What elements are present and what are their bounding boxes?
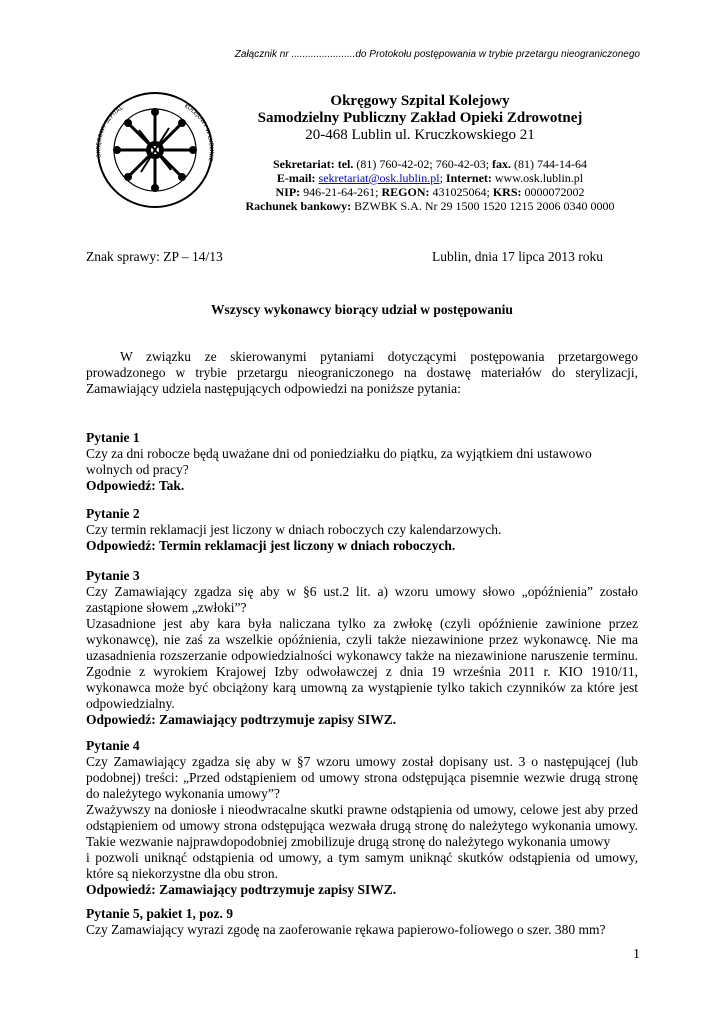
question-text: Czy za dni robocze będą uważane dni od poniedziałku do piątku, za wyjątkiem dni ustawowo wolnych od pracy?: [86, 446, 592, 477]
question-block: [86, 506, 638, 554]
bank-label: Rachunek bankowy:: [245, 199, 352, 213]
question-block: [86, 430, 638, 494]
organization-subtitle: Samodzielny Publiczny Zakład Opieki Zdrowotnej: [257, 110, 583, 126]
question-text: Czy Zamawiający zgadza się aby w §7 wzoru umowy został dopisany ust. 3 o następującej (lub podobnej) treści: „Przed odstąpieniem od umowy strona odstępująca pisemnie wezwie drugą stronę do należytego wykonania umowy”?: [86, 754, 638, 801]
question-title: Pytanie 2: [86, 506, 140, 521]
contact-bank-line: [225, 199, 635, 213]
hospital-seal-logo: [95, 90, 215, 210]
answer-text: Odpowiedź: Tak.: [86, 478, 185, 493]
seal-text-right: KOLEJOWY W LUBLINIE: [183, 103, 214, 162]
internet-label: Internet:: [445, 171, 492, 185]
intro-text: W związku ze skierowanymi pytaniami dotyczącymi postępowania przetargowego prowadzonego w trybie przetargu nieograniczonego na dostawę materiałów do sterylizacji, Zamawiający udziela następujących odpowiedzi na poniższe pytania:: [86, 349, 638, 396]
page-number: 1: [633, 947, 640, 962]
answer-text: Odpowiedź: Zamawiający podtrzymuje zapisy SIWZ.: [86, 712, 397, 727]
annex-note: Załącznik nr .......................do Protokołu postępowania w trybie przetargu nieograniczonego: [234, 49, 640, 60]
phone-label: Sekretariat: tel.: [272, 157, 354, 171]
email-link[interactable]: sekretariat@osk.lublin.pl: [318, 171, 440, 185]
question-text: Czy Zamawiający zgadza się aby w §6 ust.2 lit. a) wzoru umowy słowo „opóźnienia” zostało zastąpione słowem „zwłoki”?: [86, 584, 638, 615]
answer-text: Odpowiedź: Zamawiający podtrzymuje zapisy SIWZ.: [86, 882, 397, 897]
question-text: Czy Zamawiający wyrazi zgodę na zaoferowanie rękawa papierowo-foliowego o szer. 380 mm?: [86, 922, 606, 937]
case-reference: Znak sprawy: ZP – 14/13: [86, 249, 223, 264]
organization-address: 20-468 Lublin ul. Kruczkowskiego 21: [305, 127, 535, 143]
regon-label: REGON:: [381, 185, 430, 199]
internet-value: www.osk.lublin.pl: [494, 171, 584, 185]
seal-graphic: [95, 90, 215, 210]
question-block: [86, 906, 638, 938]
question-justification: Uzasadnione jest aby kara była naliczana tylko za zwłokę (czyli opóźnienie zawinione przez wykonawcę), nie zaś za wszelkie opóźnienia, czyli także niezawinione przez wykonawcę. Nie ma uzasadnienia rozszerzanie odpowiedzialności wykonawcy także na niezawinione naruszenie terminu. Zgodnie z wyrokiem Krajowej Izby odwoławczej z dnia 19 września 2011 r. KIO 1910/11, wykonawca może być obciążony karą umowną za wystąpienie tylko takich czynników za które jest odpowiedzialny.: [86, 616, 638, 711]
regon-value: 431025064;: [432, 185, 490, 199]
addressee: Wszyscy wykonawcy biorący udział w postępowaniu: [211, 302, 513, 317]
document-date: Lublin, dnia 17 lipca 2013 roku: [432, 249, 603, 264]
question-title: Pytanie 5, pakiet 1, poz. 9: [86, 906, 233, 921]
nip-label: NIP:: [275, 185, 301, 199]
contact-email-line: E-mail: sekretariat@osk.lublin.pl; Internet: www.osk.lublin.pl: [276, 171, 584, 185]
fax-value: (81) 744-14-64: [514, 157, 588, 171]
contact-phone-line: [225, 157, 635, 171]
answer-text: Odpowiedź: Termin reklamacji jest liczony w dniach roboczych.: [86, 538, 456, 553]
email-label: E-mail:: [276, 171, 316, 185]
question-title: Pytanie 3: [86, 568, 140, 583]
question-justification-cont: i pozwoli uniknąć odstąpienia od umowy, a tym samym uniknąć skutków odstąpienia od umowy, które są niekorzystne dla obu stron.: [86, 850, 638, 881]
nip-value: 946-21-64-261;: [303, 185, 379, 199]
question-justification: Zważywszy na doniosłe i nieodwracalne skutki prawne odstąpienia od umowy, celowe jest aby przed odstąpieniem od umowy strona odstępująca wezwała drugą stronę do należytego wykonania umowy. Takie wezwanie najprawdopodobniej zmobilizuje drugą stronę do należytego wykonania umowy: [86, 802, 638, 849]
krs-value: 0000072002: [524, 185, 585, 199]
question-text: Czy termin reklamacji jest liczony w dniach roboczych czy kalendarzowych.: [86, 522, 502, 537]
krs-label: KRS:: [492, 185, 522, 199]
contact-ids-line: [225, 185, 635, 199]
question-block: [86, 568, 638, 728]
organization-name: Okręgowy Szpital Kolejowy: [330, 93, 510, 109]
question-title: Pytanie 1: [86, 430, 140, 445]
question-title: Pytanie 4: [86, 738, 140, 753]
intro-paragraph: [86, 349, 638, 397]
seal-text-left: OKRĘGOWY SZPITAL: [96, 105, 125, 159]
question-block: [86, 738, 638, 898]
phone-value: (81) 760-42-02; 760-42-03;: [356, 157, 490, 171]
fax-label: fax.: [492, 157, 512, 171]
bank-value: BZWBK S.A. Nr 29 1500 1520 1215 2006 0340 0000: [354, 199, 615, 213]
